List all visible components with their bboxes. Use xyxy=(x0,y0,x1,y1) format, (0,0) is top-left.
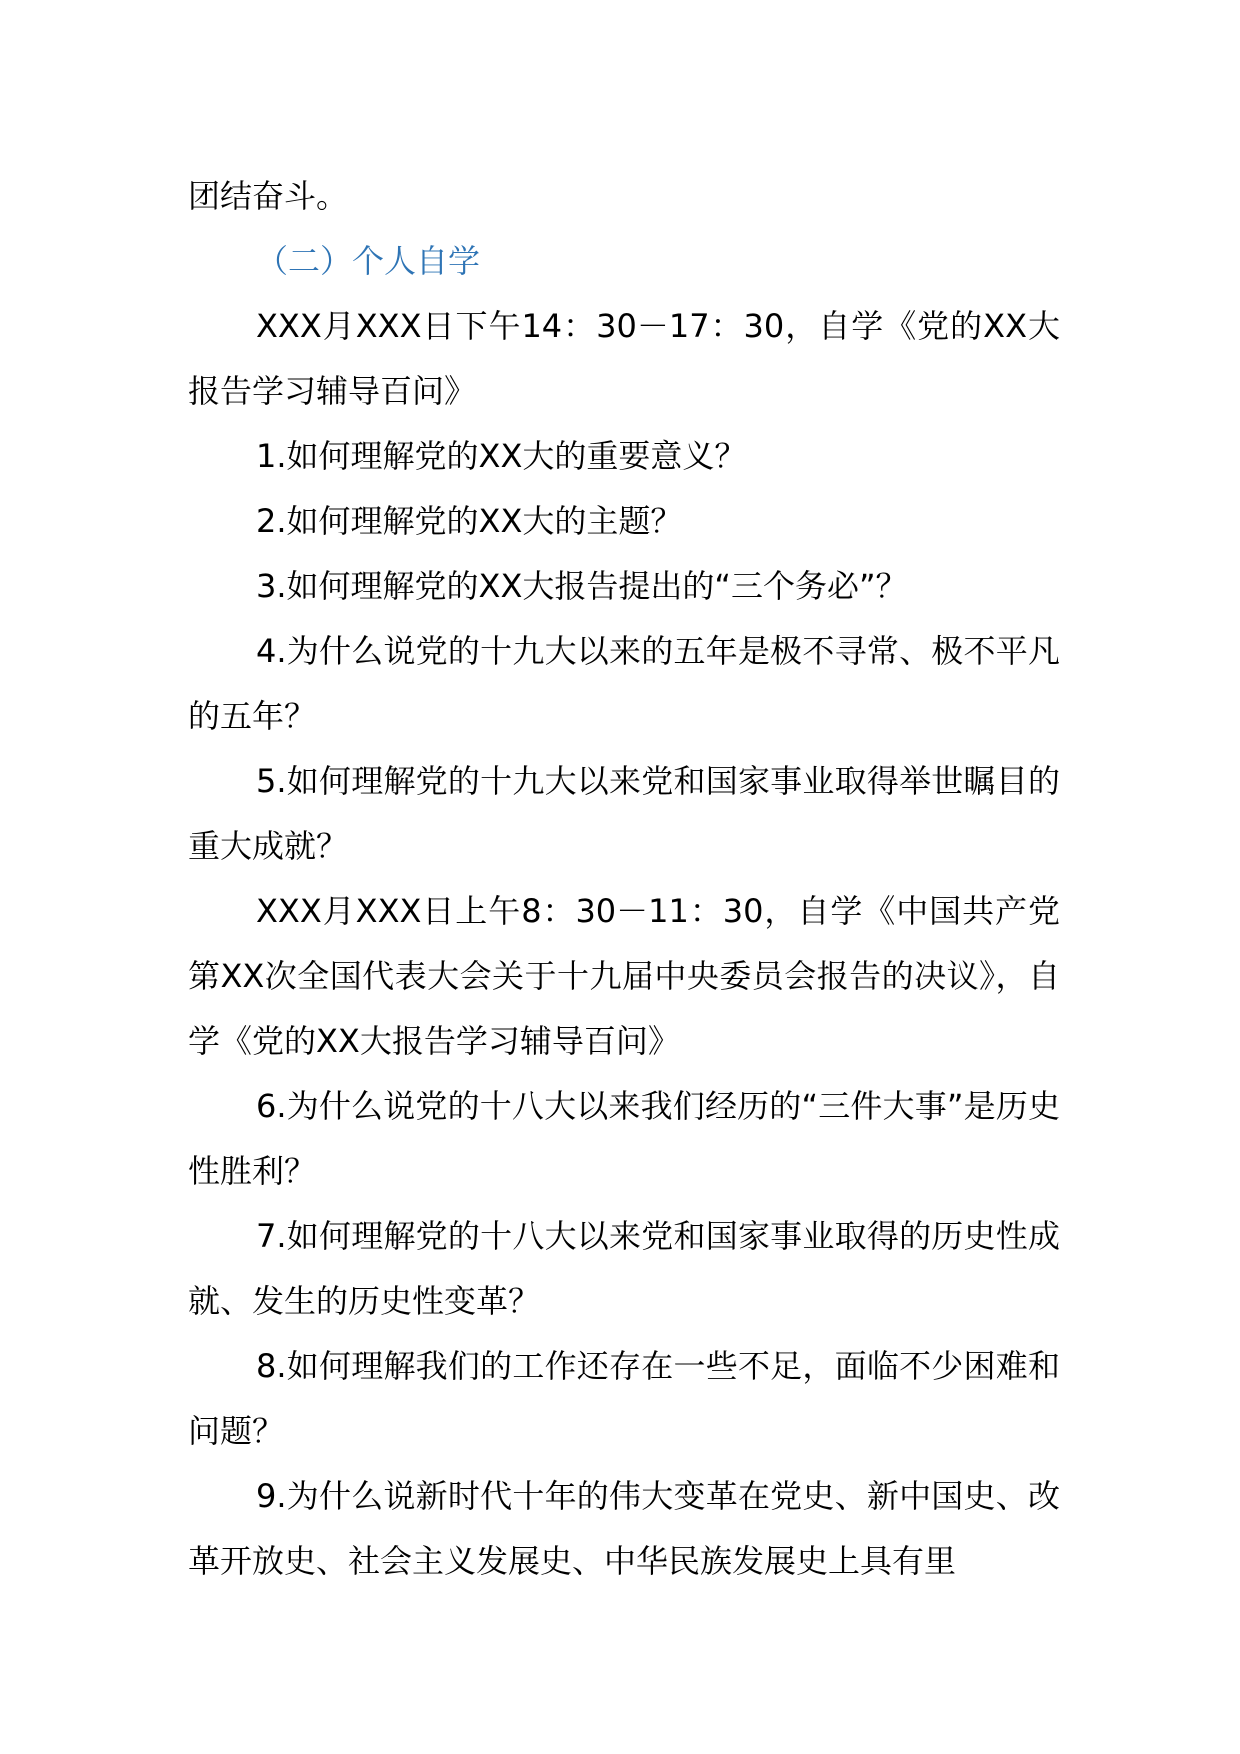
question-6: 6.为什么说党的十八大以来我们经历的“三件大事”是历史性胜利？ xyxy=(188,1087,1060,1190)
question-7: 7.如何理解党的十八大以来党和国家事业取得的历史性成就、发生的历史性变革？ xyxy=(188,1217,1060,1320)
question-1: 1.如何理解党的XX大的重要意义？ xyxy=(256,437,747,475)
section-heading-self-study: （二）个人自学 xyxy=(256,242,481,280)
paragraph-continuation: 团结奋斗。 xyxy=(188,177,349,215)
schedule-afternoon: XXX月XXX日下午14：30－17：30，自学《党的XX大报告学习辅导百问》 xyxy=(188,307,1060,410)
schedule-morning: XXX月XXX日上午8：30－11：30，自学《中国共产党第XX次全国代表大会关于十九届中央委员会报告的决议》，自学《党的XX大报告学习辅导百问》 xyxy=(188,892,1060,1060)
question-8: 8.如何理解我们的工作还存在一些不足，面临不少困难和问题？ xyxy=(188,1347,1060,1450)
question-9: 9.为什么说新时代十年的伟大变革在党史、新中国史、改革开放史、社会主义发展史、中华民族发展史上具有里 xyxy=(188,1477,1060,1580)
question-3: 3.如何理解党的XX大报告提出的“三个务必”？ xyxy=(256,567,908,605)
question-2: 2.如何理解党的XX大的主题？ xyxy=(256,502,683,540)
document-body xyxy=(188,164,1060,1594)
question-5: 5.如何理解党的十九大以来党和国家事业取得举世瞩目的重大成就？ xyxy=(188,762,1060,865)
question-4: 4.为什么说党的十九大以来的五年是极不寻常、极不平凡的五年？ xyxy=(188,632,1060,735)
